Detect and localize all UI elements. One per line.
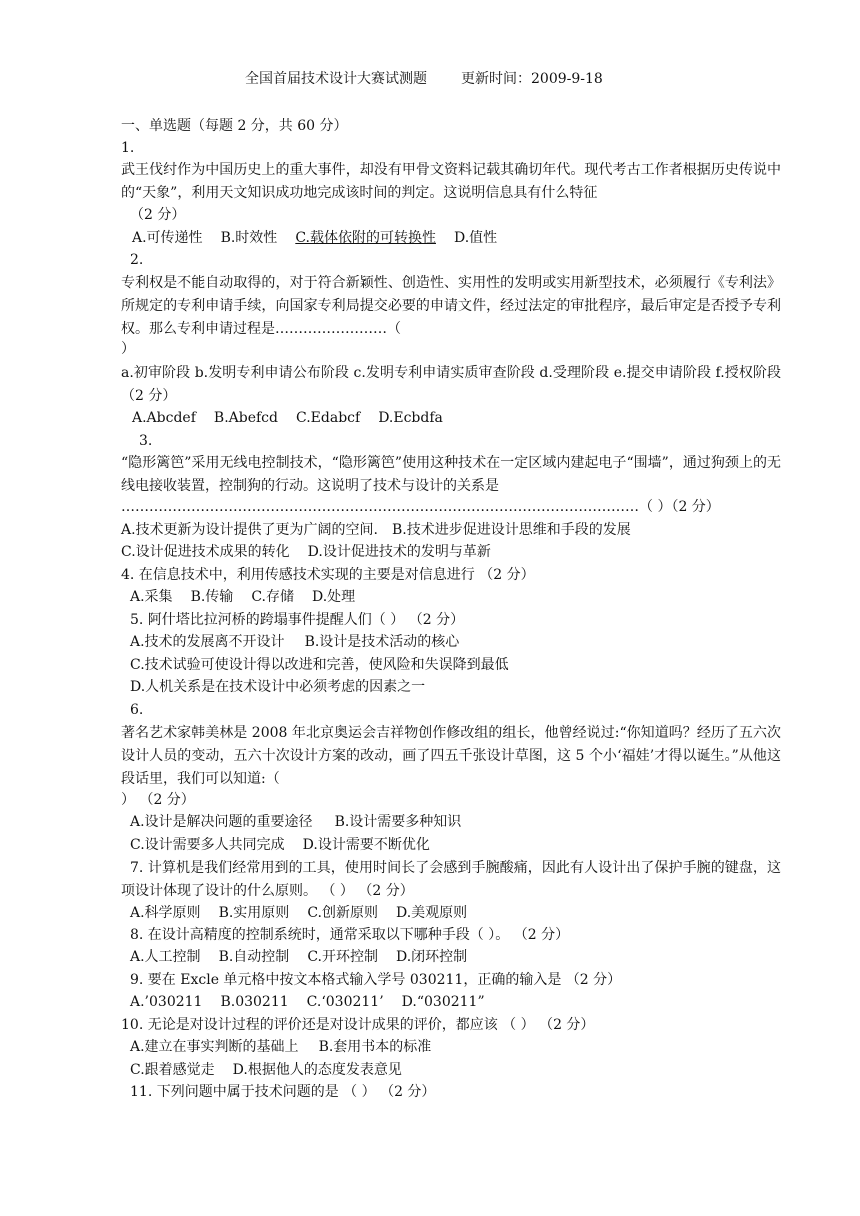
page-title: [245, 69, 603, 89]
question-6-paren: ） （2 分）: [121, 792, 195, 808]
question-6-options-cd: [130, 835, 430, 855]
option-b: B.030211: [220, 994, 289, 1010]
question-8-options: [130, 947, 467, 967]
option-b: B.Abefcd: [213, 410, 278, 426]
option-b: B.套用书本的标准: [318, 1039, 432, 1055]
option-a: A.可传递性: [132, 230, 203, 246]
option-a: A.建立在事实判断的基础上: [130, 1039, 299, 1055]
document-title: 全国首届技术设计大赛试测题: [245, 71, 427, 87]
option-d: D.Ecbdfa: [378, 410, 443, 426]
question-5-option-d: D.人机关系是在技术设计中必须考虑的因素之一: [130, 679, 426, 695]
question-6-number: 6.: [130, 702, 144, 718]
question-3-number: 3.: [139, 433, 153, 449]
question-5-options-ab: [130, 632, 459, 652]
option-b: B.时效性: [220, 230, 278, 246]
option-d: D.值性: [453, 230, 498, 246]
option-c: C.存储: [251, 589, 294, 605]
question-10-options-cd: [130, 1060, 402, 1080]
question-1-text: 武王伐纣作为中国历史上的重大事件，却没有甲骨文资料记载其确切年代。现代考古工作者根据历史传说中的“天象”，利用天文知识成功地完成该时间的判定。这说明信息具有什么特征: [121, 162, 781, 201]
question-5-option-c: C.技术试验可使设计得以改进和完善，使风险和失误降到最低: [130, 657, 509, 673]
option-d: D.根据他人的态度发表意见: [232, 1062, 402, 1078]
option-d: D.“030211”: [401, 994, 485, 1010]
question-11-text: 11. 下列问题中属于技术问题的是 （ ） （2 分）: [130, 1084, 436, 1100]
question-10-text: 10. 无论是对设计过程的评价还是对设计成果的评价，都应该 （ ） （2 分）: [121, 1017, 595, 1033]
question-7-options: [130, 903, 467, 923]
option-a: A.采集: [130, 589, 173, 605]
question-3-options-cd: [121, 542, 491, 562]
option-d: D.设计促进技术的发明与革新: [307, 544, 491, 560]
question-1-points: （2 分）: [130, 207, 186, 223]
option-d: D.闭环控制: [395, 949, 468, 965]
option-d: D.处理: [311, 589, 356, 605]
option-a: A.’030211: [130, 994, 203, 1010]
question-2-text: 专利权是不能自动取得的，对于符合新颖性、创造性、实用性的发明或实用新型技术，必须履行《专利法》所规定的专利申请手续，向国家专利局提交必要的申请文件，经过法定的审批程序，最后审定是否授予专利权。那么专利申请过程是……………………（: [121, 275, 781, 337]
question-9-text: 9. 要在 Excle 单元格中按文本格式输入学号 030211，正确的输入是 （2 分）: [130, 972, 622, 988]
question-2-steps: a.初审阶段 b.发明专利申请公布阶段 c.发明专利申请实质审查阶段 d.受理阶段 e.提交申请阶段 f.授权阶段 （2 分）: [121, 365, 781, 404]
question-4-options: [130, 587, 355, 607]
option-b: B.自动控制: [218, 949, 290, 965]
question-2-paren: ）: [121, 341, 135, 357]
question-3-dots: …………………………………………………………………………………………………（ ）（2 分）: [121, 499, 720, 515]
option-c: C.Edabcf: [296, 410, 361, 426]
option-c: C.载体依附的可转换性: [295, 230, 436, 246]
option-b: B.技术进步促进设计思维和手段的发展: [392, 522, 631, 538]
question-2-number: 2.: [130, 252, 144, 268]
option-a: A.技术更新为设计提供了更为广阔的空间.: [121, 522, 379, 538]
question-6-text: 著名艺术家韩美林是 2008 年北京奥运会吉祥物创作修改组的组长，他曾经说过:“你知道吗？经历了五六次设计人员的变动，五六十次设计方案的改动，画了四五千张设计草图，这 5 个小‘福娃’才得以诞生。”从他这段话里，我们可以知道:（: [121, 725, 781, 787]
option-d: D.设计需要不断优化: [302, 837, 430, 853]
update-time: 更新时间：2009-9-18: [461, 71, 603, 87]
option-c: C.开环控制: [307, 949, 378, 965]
option-a: A.技术的发展离不开设计: [130, 634, 285, 650]
option-b: B.设计是技术活动的核心: [304, 634, 460, 650]
option-a: A.Abcdef: [132, 410, 196, 426]
section-heading: 一、单选题（每题 2 分，共 60 分）: [121, 118, 348, 134]
question-3-options-ab: [121, 520, 631, 540]
question-3-text: “隐形篱笆”采用无线电控制技术，“隐形篱笆”使用这种技术在一定区域内建起电子“围墙”，通过狗颈上的无线电接收装置，控制狗的行动。这说明了技术与设计的关系是: [121, 455, 781, 494]
question-8-text: 8. 在设计高精度的控制系统时，通常采取以下哪种手段（ ）。 （2 分）: [130, 927, 570, 943]
option-b: B.实用原则: [218, 905, 290, 921]
question-9-options: [130, 992, 485, 1012]
question-2-options: [132, 408, 443, 428]
option-a: A.设计是解决问题的重要途径: [130, 814, 313, 830]
question-7-text: 7. 计算机是我们经常用到的工具，使用时间长了会感到手腕酸痛，因此有人设计出了保护手腕的键盘，这项设计体现了设计的什么原则。 （ ） （2 分）: [121, 860, 781, 899]
option-a: A.人工控制: [130, 949, 201, 965]
question-1-number: 1.: [121, 140, 135, 156]
option-d: D.美观原则: [395, 905, 468, 921]
option-a: A.科学原则: [130, 905, 201, 921]
option-c: C.设计促进技术成果的转化: [121, 544, 290, 560]
option-c: C.创新原则: [307, 905, 378, 921]
question-6-options-ab: [130, 812, 461, 832]
option-c: C.跟着感觉走: [130, 1062, 215, 1078]
option-c: C.设计需要多人共同完成: [130, 837, 285, 853]
question-5-text: 5. 阿什塔比拉河桥的跨塌事件提醒人们（ ） （2 分）: [130, 612, 465, 628]
option-c: C.‘030211’: [306, 994, 384, 1010]
option-b: B.设计需要多种知识: [334, 814, 462, 830]
option-b: B.传输: [190, 589, 234, 605]
question-4-text: 4. 在信息技术中，利用传感技术实现的主要是对信息进行 （2 分）: [121, 567, 535, 583]
question-1-options: [132, 228, 497, 248]
question-10-options-ab: [130, 1037, 431, 1057]
